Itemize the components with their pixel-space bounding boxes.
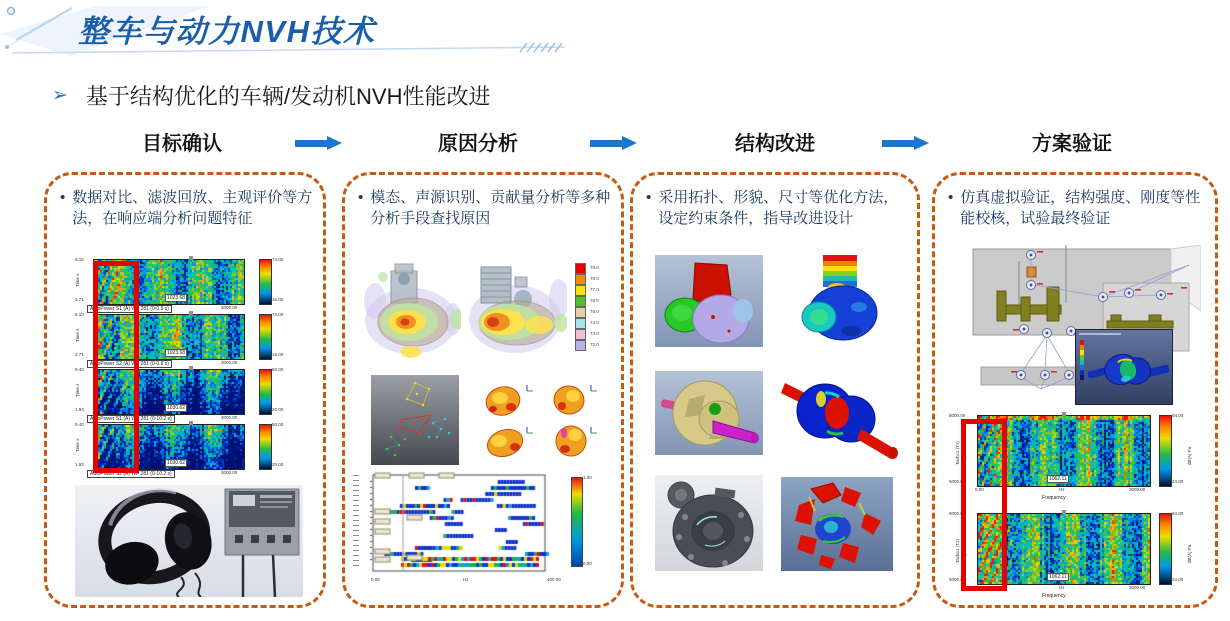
headphones-photo [75, 485, 303, 597]
axis-tick: 0.00 [371, 577, 380, 582]
topology-optimization-result [781, 477, 893, 571]
axis-tick: 3000.00 [1129, 487, 1146, 492]
axis-label: Frequency [1042, 593, 1066, 599]
axis-tick: 8000.00 [949, 511, 966, 516]
axis-label: Time s [75, 383, 80, 397]
gearbox-housing-cad [655, 475, 763, 571]
stage-title-4: 方案验证 [1032, 133, 1112, 155]
colorbar [575, 263, 586, 351]
stage-panel-cause-analysis [342, 172, 624, 608]
axis-tick: 3000.00 [221, 305, 238, 310]
axis-unit: Hz [1059, 487, 1065, 492]
modal-wireframe-model [371, 375, 459, 465]
axis-tick: 3.71 [75, 352, 84, 357]
right-arrow-icon [590, 136, 638, 151]
colorbar-tick: 75.0 [590, 309, 599, 314]
subtitle-text: 基于结构优化的车辆/发动机NVH性能改进 [85, 84, 491, 109]
stage1-bullet-text: 数据对比、滤波回放、主观评价等方法，在响应端分析问题特征 [72, 189, 313, 228]
stage3-bullet-text: 采用拓扑、形貌、尺寸等优化方法，设定约束条件，指导改进设计 [658, 189, 899, 228]
stage-panel-target-confirm [44, 172, 326, 608]
axis-tick: 9.40 [75, 422, 84, 427]
arrow-bullet-icon: ➢ [52, 85, 68, 106]
subtitle [52, 80, 491, 111]
engine-acoustic-map-front [467, 259, 567, 359]
axis-label: Time s [75, 273, 80, 287]
axis-tick: 3000.00 [221, 470, 238, 475]
axis-tick: 0.00 [975, 585, 984, 590]
colorbar-tick: 76.0 [590, 298, 599, 303]
stage-title-2: 原因分析 [438, 133, 518, 155]
axis-unit: rpm [962, 549, 967, 557]
plot-caption: AutoPower S1 (A) WF 281 (0-0.6 s) [87, 305, 172, 313]
cursor-readout: 1062.11 [1049, 574, 1067, 580]
axis-label: Time s [75, 438, 80, 452]
axis-tick: 5000.00 [949, 479, 966, 484]
contribution-map [355, 469, 617, 589]
right-arrow-icon [295, 136, 343, 151]
colorbar [1159, 513, 1172, 585]
page-title: 整车与动力NVH技术 [78, 14, 376, 49]
cursor-readout: 1030.62 [167, 405, 186, 411]
mode-shape-plots [467, 375, 607, 467]
colorbar [259, 369, 272, 415]
axis-label: Tacho1 (T1) [955, 440, 960, 465]
axis-tick: 3000.00 [221, 415, 238, 420]
cursor-readout: 1030.62 [167, 460, 186, 466]
colorbar-unit: dB(A) Pa [1187, 544, 1192, 563]
plot-caption: AutoPower S2 (A) WF 281 (0-0.6 s) [87, 360, 172, 368]
axis-label: Frequency [1042, 495, 1066, 501]
colorbar-tick: 77.0 [590, 287, 599, 292]
axis-tick: 6.10 [75, 312, 84, 317]
colorbar-tick: 73.00 [272, 257, 284, 262]
right-arrow-icon [882, 136, 930, 151]
axis-unit: rpm [962, 451, 967, 459]
bullet-dot: • [358, 189, 364, 206]
bullet-dot: • [60, 189, 66, 206]
colorbar-tick: 94.00 [1172, 511, 1184, 516]
colorbar-tick: 24.00 [1172, 577, 1184, 582]
colorbar-tick: 16.00 [272, 297, 284, 302]
bullet-dot: • [948, 189, 954, 206]
axis-tick: 3000.00 [221, 360, 238, 365]
fea-result-window [1075, 329, 1173, 405]
stage3-bullet [643, 187, 909, 230]
engine-fea-model [779, 251, 901, 351]
cursor-marker [189, 256, 193, 260]
axis-tick: 0.00 [975, 487, 984, 492]
colorbar-tick: 78.0 [590, 276, 599, 281]
axis-tick: 1.93 [75, 407, 84, 412]
engine-cad-model [655, 255, 763, 347]
stage-panel-solution-verify [932, 172, 1218, 608]
plot-caption: AutoPower S1 (A) WF 281 (0-10.2 s) [87, 415, 175, 423]
axis-label: Time s [75, 328, 80, 342]
acoustic-map-group [359, 255, 615, 365]
axis-tick: 1.93 [75, 462, 84, 467]
colorbar-tick: 73.00 [272, 312, 284, 317]
stage4-bullet-text: 仿真虚拟验证，结构强度、刚度等性能校核，试验最终验证 [960, 189, 1201, 228]
cursor-marker [1062, 510, 1066, 514]
colorbar-tick: 79.0 [590, 265, 599, 270]
stage1-bullet [57, 187, 315, 230]
axis-tick: 3.71 [75, 297, 84, 302]
color-legend [1080, 340, 1084, 380]
colorbar [571, 477, 583, 567]
colorbar-tick: 24.00 [1172, 479, 1184, 484]
colorbar-tick: 72.0 [590, 342, 599, 347]
cursor-readout: 1023.68 [167, 350, 186, 356]
stage-title-3: 结构改进 [735, 133, 815, 155]
colorbar-tick: 20.00 [272, 462, 284, 467]
cursor-marker [189, 311, 193, 315]
stage4-bullet [945, 187, 1207, 230]
axis-label: Tacho1 (T1) [955, 538, 960, 563]
colorbar [259, 424, 272, 470]
crankshaft-cad-model [655, 371, 763, 455]
stage-panel-structure-improve [630, 172, 920, 608]
colorbar-tick: 16.00 [272, 352, 284, 357]
colorbar-tick: 74.0 [590, 320, 599, 325]
colorbar-tick: 50.00 [272, 367, 284, 372]
axis-tick: 400.00 [547, 577, 561, 582]
engine-acoustic-map-side [361, 259, 461, 359]
colorbar [259, 314, 272, 360]
crankshaft-fea-model [779, 367, 901, 459]
stage2-bullet [355, 187, 613, 230]
colorbar-tick: 73.0 [590, 331, 599, 336]
cursor-marker [189, 366, 193, 370]
bullet-dot: • [646, 189, 652, 206]
colorbar-unit: dB(A) Pa [1187, 446, 1192, 465]
axis-tick: 8000.00 [949, 413, 966, 418]
colorbar-tick: 20.00 [272, 407, 284, 412]
plot-caption: AutoPower S2 (A) WF 281 (0-10.2 s) [87, 470, 175, 478]
colorbar-tick: 0.00 [583, 561, 592, 566]
crankshaft-stress-plot [1076, 330, 1172, 404]
colorbar [259, 259, 272, 305]
colorbar-tick: 1.00 [583, 475, 592, 480]
cursor-readout: 1062.11 [1049, 476, 1067, 482]
contribution-canvas [359, 471, 559, 575]
stage-title-1: 目标确认 [142, 133, 222, 155]
cursor-marker [1062, 412, 1066, 416]
axis-tick: 3000.00 [1129, 585, 1146, 590]
colorbar-tick: 94.00 [1172, 413, 1184, 418]
axis-tick: 9.40 [75, 367, 84, 372]
highlight-rectangle [961, 419, 1007, 591]
axis-unit: Hz [1059, 585, 1065, 590]
cursor-readout: 1023.68 [167, 295, 186, 301]
modal-analysis-group [345, 375, 627, 467]
axis-tick: 6.10 [75, 257, 84, 262]
colorbar-tick: 50.00 [272, 422, 284, 427]
highlight-rectangle [93, 261, 139, 473]
cursor-marker [189, 421, 193, 425]
axis-tick: 5000.00 [949, 577, 966, 582]
stage2-bullet-text: 模态、声源识别、贡献量分析等多种分析手段查找原因 [370, 189, 611, 228]
colorbar [1159, 415, 1172, 487]
axis-label: Hz [463, 577, 469, 582]
